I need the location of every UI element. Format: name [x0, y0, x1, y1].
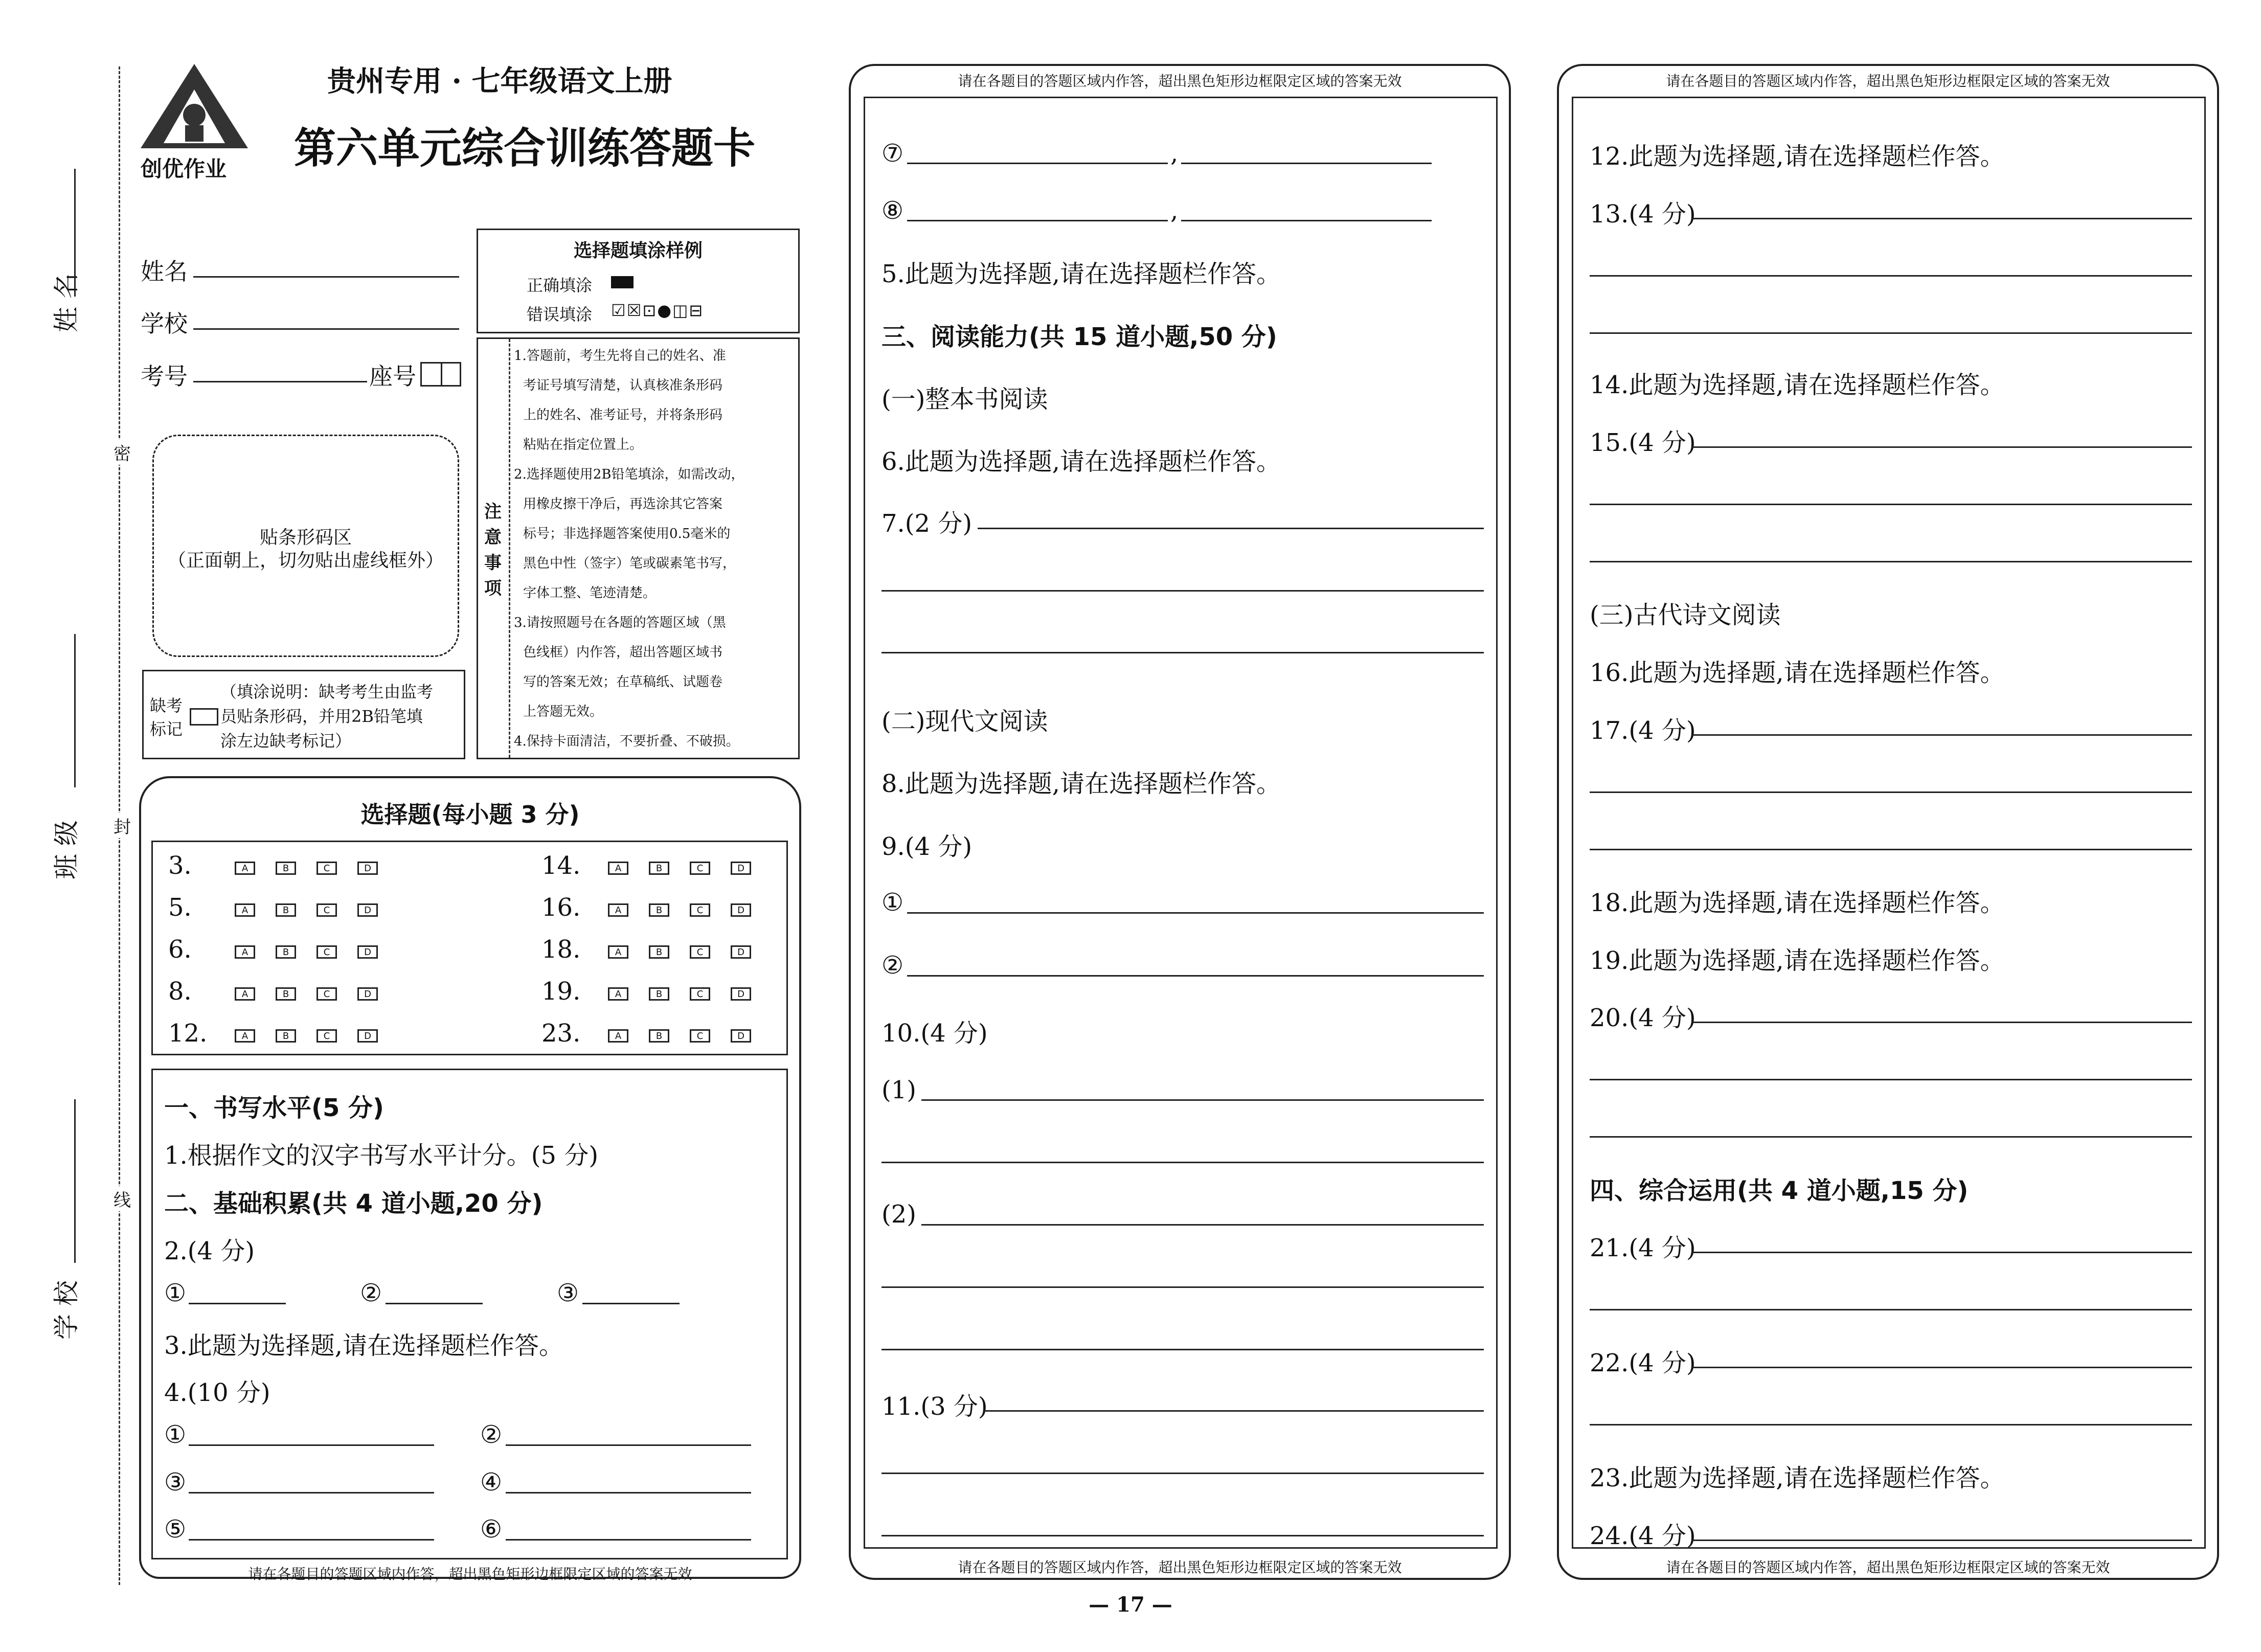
- q13-line-1[interactable]: [1692, 218, 2192, 219]
- q9-line-2[interactable]: [907, 975, 1484, 977]
- name-input-line[interactable]: [193, 276, 459, 278]
- q9-mark-2: ②: [881, 951, 904, 980]
- barcode-line2: （正面朝上，切勿贴出虚线框外）: [167, 550, 444, 571]
- logo-text: 创优作业: [141, 156, 227, 182]
- mcq-option-bubble[interactable]: B: [276, 987, 296, 1001]
- mcq-number: 8.: [168, 977, 192, 1006]
- school-input-line[interactable]: [193, 328, 459, 330]
- q14-text: 14.此题为选择题,请在选择题栏作答。: [1590, 371, 2005, 399]
- q4-mark-5: ⑤: [164, 1515, 187, 1544]
- mcq-option-bubble[interactable]: B: [649, 987, 669, 1001]
- mcq-option-bubble[interactable]: C: [316, 945, 337, 959]
- q16-text: 16.此题为选择题,请在选择题栏作答。: [1590, 659, 2005, 687]
- q3-text: 3.此题为选择题,请在选择题栏作答。: [164, 1331, 564, 1360]
- mcq-option-bubble[interactable]: A: [235, 1029, 255, 1043]
- mcq-option-bubble[interactable]: C: [690, 903, 710, 917]
- mcq-option-bubble[interactable]: B: [276, 862, 296, 875]
- q10-line-5[interactable]: [881, 1349, 1484, 1350]
- q6-line-8a[interactable]: [907, 220, 1168, 221]
- column3-answer-area: [1572, 97, 2206, 1549]
- q20-label: 20.(4 分): [1590, 1004, 1696, 1032]
- mcq-option-bubble[interactable]: D: [357, 862, 378, 875]
- absent-note1: （填涂说明：缺考考生由监考: [220, 682, 434, 701]
- mcq-option-bubble[interactable]: D: [731, 945, 751, 959]
- q15-line-1[interactable]: [1692, 446, 2192, 448]
- mcq-number: 18.: [541, 935, 581, 964]
- notice-line: 字体工整、笔迹清楚。: [523, 585, 657, 601]
- q10-part-1: (1): [881, 1076, 916, 1104]
- pyramid-logo-icon: [138, 61, 251, 153]
- mcq-option-bubble[interactable]: C: [690, 945, 710, 959]
- q24-line-1[interactable]: [1692, 1540, 2192, 1541]
- q15-line-2[interactable]: [1590, 504, 2192, 505]
- q20-line-1[interactable]: [1692, 1022, 2192, 1023]
- q19-text: 19.此题为选择题,请在选择题栏作答。: [1590, 946, 2005, 975]
- q10-line-4[interactable]: [881, 1286, 1484, 1288]
- sample-title: 选择题填涂样例: [573, 240, 703, 261]
- mcq-title: 选择题(每小题 3 分): [360, 801, 580, 828]
- q2-answer-line-2[interactable]: [386, 1303, 483, 1304]
- header-subtitle: 贵州专用 · 七年级语文上册: [327, 64, 672, 98]
- q13-label: 13.(4 分): [1590, 200, 1696, 229]
- q2-mark-2: ②: [360, 1279, 382, 1307]
- q10-part-2: (2): [881, 1200, 916, 1229]
- sample-box: [477, 229, 800, 333]
- column2-frame: [849, 64, 1511, 1580]
- mcq-option-bubble[interactable]: D: [731, 862, 751, 875]
- notice-line: 1.答题前，考生先将自己的姓名、准: [514, 348, 726, 364]
- q11-line-3[interactable]: [881, 1535, 1484, 1536]
- mcq-grid: [151, 841, 788, 1055]
- exam-no-label: 考号: [141, 363, 188, 390]
- mcq-option-bubble[interactable]: D: [357, 1029, 378, 1043]
- brand-logo: [138, 61, 251, 182]
- margin-name-line: [74, 169, 76, 297]
- q15-line-3[interactable]: [1590, 561, 2192, 562]
- notice-line: 写的答案无效；在草稿纸、试题卷: [523, 674, 723, 690]
- q4-answer-line-5[interactable]: [189, 1539, 434, 1541]
- q10-line-3[interactable]: [921, 1224, 1484, 1226]
- page-number: — 17 —: [1089, 1593, 1172, 1617]
- q2-mark-1: ①: [164, 1279, 187, 1307]
- mcq-number: 23.: [541, 1019, 581, 1048]
- q13-line-3[interactable]: [1590, 332, 2192, 334]
- mcq-number: 16.: [541, 893, 581, 922]
- q10-line-1[interactable]: [921, 1099, 1484, 1101]
- q4-mark-6: ⑥: [480, 1515, 503, 1544]
- notice-line: 上的姓名、准考证号，并将条形码: [523, 408, 723, 423]
- section-writing-title: 一、书写水平(5 分): [164, 1094, 384, 1122]
- mcq-option-bubble[interactable]: A: [608, 987, 628, 1001]
- q9-label: 9.(4 分): [881, 832, 973, 861]
- notice-line: 色线框）内作答，超出答题区域书: [523, 645, 723, 660]
- mcq-option-bubble[interactable]: C: [316, 987, 337, 1001]
- notice-box: [477, 337, 800, 759]
- notice-line: 上答题无效。: [523, 704, 603, 719]
- absent-label1: 缺考: [150, 696, 183, 715]
- q2-answer-line-3[interactable]: [582, 1303, 680, 1304]
- mcq-option-bubble[interactable]: A: [608, 903, 628, 917]
- notice-line: 用橡皮擦干净后，再选涂其它答案: [523, 496, 723, 512]
- seal-char-mi: 密: [114, 440, 131, 465]
- q7-line-2[interactable]: [881, 590, 1484, 592]
- comma-7: ,: [1170, 139, 1179, 168]
- wrong-fill-samples: ☑☒⊡●◫⊟: [611, 301, 704, 320]
- q4-answer-line-3[interactable]: [189, 1492, 434, 1493]
- sub-whole-book: (一)整本书阅读: [881, 385, 1048, 414]
- q20-line-2[interactable]: [1590, 1079, 2192, 1080]
- q6-line-8b[interactable]: [1181, 220, 1432, 221]
- q21-line-2[interactable]: [1590, 1309, 2192, 1310]
- q20-line-3[interactable]: [1590, 1136, 2192, 1138]
- mcq-option-bubble[interactable]: C: [690, 862, 710, 875]
- q6-mark-7: ⑦: [881, 139, 904, 168]
- q15-label: 15.(4 分): [1590, 428, 1696, 457]
- mcq-option-bubble[interactable]: B: [649, 862, 669, 875]
- mcq-option-bubble[interactable]: B: [649, 945, 669, 959]
- q1-text: 1.根据作文的汉字书写水平计分。(5 分): [164, 1141, 599, 1170]
- q4-mark-4: ④: [480, 1468, 503, 1497]
- q9-mark-1: ①: [881, 888, 904, 917]
- mcq-number: 5.: [168, 893, 192, 922]
- seal-char-xian: 线: [114, 1186, 131, 1211]
- q17-label: 17.(4 分): [1590, 716, 1696, 745]
- mcq-option-bubble[interactable]: C: [316, 862, 337, 875]
- mcq-number: 3.: [168, 851, 192, 880]
- notice-line: 考证号填写清楚，认真核准条形码: [523, 378, 723, 393]
- notice-line: 粘贴在指定位置上。: [523, 437, 643, 452]
- comma-8: ,: [1170, 196, 1179, 225]
- sub-modern-reading: (二)现代文阅读: [881, 707, 1048, 736]
- q21-label: 21.(4 分): [1590, 1234, 1696, 1262]
- notice-divider: [509, 339, 510, 758]
- correct-fill-sample: [611, 276, 634, 288]
- exam-no-input-line[interactable]: [193, 381, 367, 382]
- margin-class-label: 班 级: [52, 820, 81, 879]
- column2-answer-area: [864, 97, 1498, 1549]
- mcq-option-bubble[interactable]: A: [235, 945, 255, 959]
- notice-side-2: 意: [484, 527, 502, 548]
- q13-line-2[interactable]: [1590, 275, 2192, 277]
- mcq-option-bubble[interactable]: D: [357, 945, 378, 959]
- mcq-option-bubble[interactable]: B: [276, 903, 296, 917]
- mcq-option-bubble[interactable]: C: [690, 1029, 710, 1043]
- notice-line: 2.选择题使用2B铅笔填涂，如需改动，: [514, 467, 744, 482]
- mcq-option-bubble[interactable]: B: [649, 903, 669, 917]
- q22-line-2[interactable]: [1590, 1424, 2192, 1425]
- q9-line-1[interactable]: [907, 912, 1484, 914]
- notice-line: 黑色中性（签字）笔或碳素笔书写，: [523, 556, 736, 571]
- absent-note2: 员贴条形码，并用2B铅笔填: [220, 707, 423, 726]
- q17-line-2[interactable]: [1590, 791, 2192, 793]
- notice-side-1: 注: [484, 502, 502, 522]
- q4-answer-line-6[interactable]: [506, 1539, 751, 1541]
- q10-line-2[interactable]: [881, 1162, 1484, 1163]
- seal-char-feng: 封: [114, 813, 131, 838]
- q2-answer-line-1[interactable]: [189, 1303, 286, 1304]
- notice-side-3: 事: [484, 553, 502, 573]
- mcq-option-bubble[interactable]: A: [608, 1029, 628, 1043]
- notice-line: 3.请按照题号在各题的答题区域（黑: [514, 615, 726, 630]
- mcq-number: 12.: [168, 1019, 208, 1048]
- q22-label: 22.(4 分): [1590, 1349, 1696, 1377]
- q4-mark-3: ③: [164, 1468, 187, 1497]
- school-label: 学校: [141, 310, 188, 337]
- mcq-option-bubble[interactable]: D: [731, 903, 751, 917]
- q7-line-3[interactable]: [881, 652, 1484, 653]
- column3-frame: [1557, 64, 2219, 1580]
- margin-name-label: 姓 名: [52, 273, 81, 332]
- mcq-option-bubble[interactable]: A: [608, 945, 628, 959]
- seat-label: 座号: [369, 363, 416, 390]
- q8-text: 8.此题为选择题,请在选择题栏作答。: [881, 770, 1281, 798]
- sample-correct-label: 正确填涂: [527, 276, 593, 295]
- mcq-option-bubble[interactable]: A: [235, 862, 255, 875]
- column1-frame: [139, 776, 801, 1582]
- q2-mark-3: ③: [557, 1279, 579, 1307]
- q6-line-7b[interactable]: [1181, 163, 1432, 164]
- absent-label2: 标记: [150, 719, 183, 739]
- q6-mark-8: ⑧: [881, 196, 904, 225]
- q18-text: 18.此题为选择题,请在选择题栏作答。: [1590, 889, 2005, 917]
- notice-line: 标号；非选择题答案使用0.5毫米的: [523, 526, 731, 541]
- mcq-number: 14.: [541, 851, 581, 880]
- notice-line: 4.保持卡面清洁，不要折叠、不破损。: [514, 734, 739, 749]
- mcq-option-bubble[interactable]: B: [276, 945, 296, 959]
- margin-school-label: 学 校: [52, 1280, 81, 1340]
- mcq-option-bubble[interactable]: D: [357, 987, 378, 1001]
- section-basic-title: 二、基础积累(共 4 道小题,20 分): [164, 1189, 543, 1218]
- q17-line-3[interactable]: [1590, 849, 2192, 850]
- column1-footer: 请在各题目的答题区域内作答，超出黑色矩形边框限定区域的答案无效: [248, 1566, 692, 1582]
- sub-ancient-poetry: (三)古代诗文阅读: [1590, 601, 1781, 629]
- column3-footer: 请在各题目的答题区域内作答，超出黑色矩形边框限定区域的答案无效: [1666, 1559, 2110, 1576]
- absent-mark-box[interactable]: [190, 708, 218, 726]
- mcq-option-bubble[interactable]: A: [235, 987, 255, 1001]
- q5-text: 5.此题为选择题,请在选择题栏作答。: [881, 260, 1281, 288]
- page-title: 第六单元综合训练答题卡: [294, 124, 756, 173]
- q7-line-1[interactable]: [978, 528, 1484, 529]
- mcq-option-bubble[interactable]: B: [276, 1029, 296, 1043]
- q6-text: 6.此题为选择题,请在选择题栏作答。: [881, 447, 1281, 476]
- q4-answer-line-4[interactable]: [506, 1492, 751, 1493]
- sample-wrong-label: 错误填涂: [527, 305, 593, 324]
- q7-label: 7.(2 分): [881, 509, 973, 538]
- barcode-area: [152, 435, 459, 657]
- mcq-option-bubble[interactable]: A: [235, 903, 255, 917]
- q4-answer-line-1[interactable]: [189, 1444, 434, 1446]
- q4-mark-1: ①: [164, 1420, 187, 1449]
- column3-header: 请在各题目的答题区域内作答，超出黑色矩形边框限定区域的答案无效: [1666, 73, 2110, 89]
- q12-text: 12.此题为选择题,请在选择题栏作答。: [1590, 142, 2005, 171]
- mcq-option-bubble[interactable]: C: [316, 1029, 337, 1043]
- section-application-title: 四、综合运用(共 4 道小题,15 分): [1590, 1176, 1969, 1205]
- q21-line-1[interactable]: [1692, 1252, 2192, 1253]
- column2-footer: 请在各题目的答题区域内作答，超出黑色矩形边框限定区域的答案无效: [958, 1559, 1402, 1576]
- mcq-number: 19.: [541, 977, 581, 1006]
- margin-school-line: [74, 1099, 76, 1263]
- q23-text: 23.此题为选择题,请在选择题栏作答。: [1590, 1464, 2005, 1492]
- q4-label: 4.(10 分): [164, 1378, 270, 1407]
- q10-label: 10.(4 分): [881, 1019, 988, 1048]
- name-label: 姓名: [141, 258, 188, 285]
- mcq-option-bubble[interactable]: D: [731, 1029, 751, 1043]
- absent-note3: 涂左边缺考标记）: [220, 731, 352, 751]
- section-reading-title: 三、阅读能力(共 15 道小题,50 分): [881, 323, 1277, 351]
- notice-side-4: 项: [484, 578, 502, 599]
- mcq-option-bubble[interactable]: B: [649, 1029, 669, 1043]
- q17-line-1[interactable]: [1692, 734, 2192, 736]
- seat-box-divider: [441, 362, 442, 387]
- q24-label: 24.(4 分): [1590, 1522, 1696, 1550]
- mcq-option-bubble[interactable]: C: [690, 987, 710, 1001]
- mcq-number: 6.: [168, 935, 192, 964]
- absent-box: [142, 670, 465, 759]
- mcq-option-bubble[interactable]: C: [316, 903, 337, 917]
- margin-class-line: [74, 634, 76, 787]
- mcq-option-bubble[interactable]: A: [608, 862, 628, 875]
- q4-mark-2: ②: [480, 1420, 503, 1449]
- q11-label: 11.(3 分): [881, 1392, 988, 1421]
- q2-label: 2.(4 分): [164, 1237, 255, 1265]
- section1-box: [151, 1069, 788, 1559]
- q11-line-2[interactable]: [881, 1473, 1484, 1474]
- q11-line-1[interactable]: [984, 1410, 1484, 1412]
- barcode-line1: 贴条形码区: [259, 527, 352, 548]
- column2-header: 请在各题目的答题区域内作答，超出黑色矩形边框限定区域的答案无效: [958, 73, 1402, 89]
- q22-line-1[interactable]: [1692, 1367, 2192, 1368]
- q6-line-7a[interactable]: [907, 163, 1168, 164]
- q4-answer-line-2[interactable]: [506, 1444, 751, 1446]
- mcq-option-bubble[interactable]: D: [731, 987, 751, 1001]
- mcq-option-bubble[interactable]: D: [357, 903, 378, 917]
